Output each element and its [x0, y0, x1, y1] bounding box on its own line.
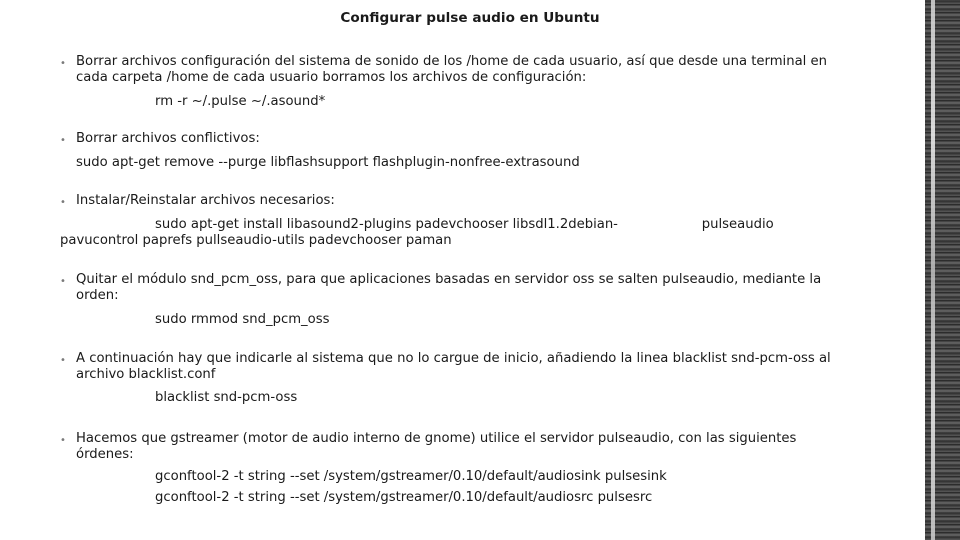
bullet-icon: • — [60, 197, 66, 208]
bullet-text-line: orden: — [76, 288, 119, 303]
command-line: gconftool-2 -t string --set /system/gstreamer/0.10/default/audiosrc pulsesrc — [155, 490, 653, 505]
command-line: pavucontrol paprefs pullseaudio-utils padevchooser paman — [60, 233, 452, 248]
command-line: rm -r ~/.pulse ~/.asound* — [155, 94, 326, 109]
bullet-text-line: A continuación hay que indicarle al sistema que no lo cargue de inicio, añadiendo la linea blacklist snd-pcm-oss al — [76, 351, 831, 366]
command-line: blacklist snd-pcm-oss — [155, 390, 298, 405]
bullet-text-line: Borrar archivos conflictivos: — [76, 131, 260, 146]
command-line: sudo apt-get install libasound2-plugins padevchooser libsdl1.2debian- pulseaudio — [155, 217, 774, 232]
command-line: gconftool-2 -t string --set /system/gstreamer/0.10/default/audiosink pulsesink — [155, 469, 667, 484]
bullet-text-line: archivo blacklist.conf — [76, 367, 216, 382]
bullet-text-line: Borrar archivos configuración del sistema de sonido de los /home de cada usuario, así que desde una terminal en — [76, 54, 827, 69]
bullet-text-line: órdenes: — [76, 447, 134, 462]
command-line: sudo apt-get remove --purge libflashsupport flashplugin-nonfree-extrasound — [76, 155, 580, 170]
bullet-icon: • — [60, 355, 66, 366]
slide-title: Configurar pulse audio en Ubuntu — [340, 10, 600, 26]
bullet-icon: • — [60, 135, 66, 146]
decorative-side-band — [925, 0, 960, 540]
command-line: sudo rmmod snd_pcm_oss — [155, 312, 330, 327]
bullet-text-line: Instalar/Reinstalar archivos necesarios: — [76, 193, 335, 208]
bullet-text-line: Quitar el módulo snd_pcm_oss, para que aplicaciones basadas en servidor oss se salten pulseaudio, mediante la — [76, 272, 822, 287]
bullet-icon: • — [60, 276, 66, 287]
bullet-text-line: Hacemos que gstreamer (motor de audio interno de gnome) utilice el servidor pulseaudio, con las siguientes — [76, 431, 797, 446]
bullet-icon: • — [60, 435, 66, 446]
bullet-icon: • — [60, 58, 66, 69]
bullet-text-line: cada carpeta /home de cada usuario borramos los archivos de configuración: — [76, 70, 587, 85]
